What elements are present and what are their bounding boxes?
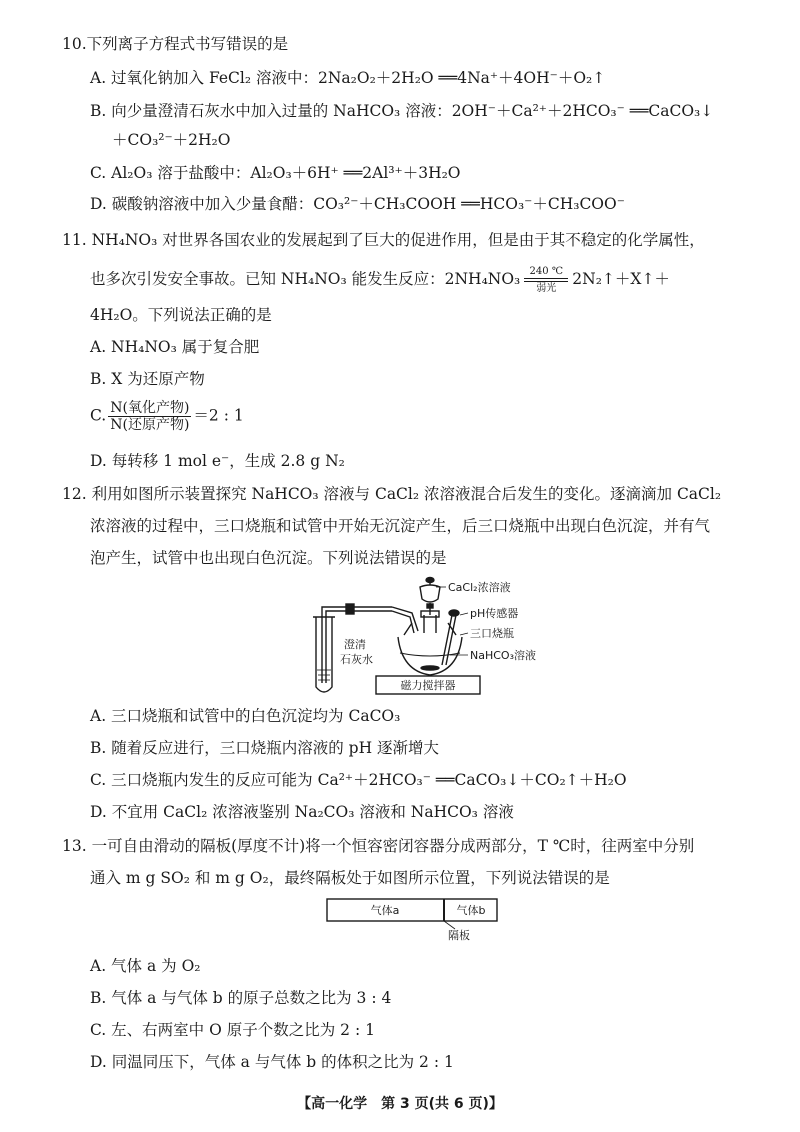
q11-option-b: B. X 为还原产物 xyxy=(90,370,205,388)
q10-option-c: C. Al₂O₃ 溶于盐酸中：Al₂O₃＋6H⁺ ══2Al³⁺＋3H₂O xyxy=(90,164,461,182)
q11-stem-line3: 4H₂O。下列说法正确的是 xyxy=(90,306,272,324)
label-divider: 隔板 xyxy=(448,929,470,942)
q13-option-d: D. 同温同压下，气体 a 与气体 b 的体积之比为 2 : 1 xyxy=(90,1053,454,1071)
q13-option-b: B. 气体 a 与气体 b 的原子总数之比为 3 : 4 xyxy=(90,989,392,1007)
q10-stem: 10.下列离子方程式书写错误的是 xyxy=(62,35,289,53)
q11-fraction-numerator: N(氧化产物) xyxy=(110,400,190,416)
q13-option-c: C. 左、右两室中 O 原子个数之比为 2 : 1 xyxy=(90,1021,375,1039)
q12-option-d: D. 不宜用 CaCl₂ 浓溶液鉴别 Na₂CO₃ 溶液和 NaHCO₃ 溶液 xyxy=(90,803,514,821)
label-limewater-2: 石灰水 xyxy=(340,653,373,666)
separatory-funnel xyxy=(420,578,440,616)
q11-stem-line2 xyxy=(90,266,670,294)
q10-option-b-line1: B. 向少量澄清石灰水中加入过量的 NaHCO₃ 溶液：2OH⁻＋Ca²⁺＋2HCO₃⁻ ══CaCO₃↓ xyxy=(90,102,714,120)
q11-cond-bottom: 弱光 xyxy=(536,283,557,294)
q11-stem-line1: 11. NH₄NO₃ 对世界各国农业的发展起到了巨大的促进作用，但是由于其不稳定的化学属性， xyxy=(62,231,705,249)
label-flask: 三口烧瓶 xyxy=(470,627,514,640)
q12-stem-line1: 12. 利用如图所示装置探究 NaHCO₃ 溶液与 CaCl₂ 浓溶液混合后发生的变化。逐滴滴加 CaCl₂ xyxy=(62,485,722,503)
q11-cond-top: 240 ℃ xyxy=(529,266,563,277)
delivery-tube xyxy=(322,604,418,683)
q10-option-a: A. 过氧化钠加入 FeCl₂ 溶液中：2Na₂O₂＋2H₂O ══4Na⁺＋4OH⁻＋O₂↑ xyxy=(90,69,606,87)
q11-option-d: D. 每转移 1 mol e⁻，生成 2.8 g N₂ xyxy=(90,452,345,470)
q12-stem-line3: 泡产生，试管中也出现白色沉淀。下列说法错误的是 xyxy=(90,549,447,567)
q13-option-a: A. 气体 a 为 O₂ xyxy=(90,957,201,975)
label-cacl2: CaCl₂浓溶液 xyxy=(448,581,511,594)
label-stirrer: 磁力搅拌器 xyxy=(400,679,456,692)
q11-option-c-tail: ＝2 : 1 xyxy=(193,406,244,425)
q11-option-a: A. NH₄NO₃ 属于复合肥 xyxy=(90,338,260,356)
q10-option-b-line2: ＋CO₃²⁻＋2H₂O xyxy=(112,131,231,149)
q11-reaction-arrow xyxy=(524,266,568,294)
q11-option-c xyxy=(90,400,244,433)
q11-fraction-denominator: N(还原产物) xyxy=(110,417,190,433)
label-ph-sensor: pH传感器 xyxy=(470,607,519,620)
q13-container-figure xyxy=(325,895,505,945)
q12-stem-line2: 浓溶液的过程中，三口烧瓶和试管中开始无沉淀产生，后三口烧瓶中出现白色沉淀，并有气 xyxy=(90,517,711,535)
q11-option-c-label: C. xyxy=(90,406,107,425)
label-limewater-1: 澄清 xyxy=(344,638,366,651)
page-footer: 【高一化学 第 3 页(共 6 页)】 xyxy=(297,1096,503,1112)
label-nahco3: NaHCO₃溶液 xyxy=(470,649,536,662)
q11-option-c-fraction xyxy=(108,400,191,433)
q12-option-c: C. 三口烧瓶内发生的反应可能为 Ca²⁺＋2HCO₃⁻ ══CaCO₃↓＋CO₂↑＋H₂O xyxy=(90,771,627,789)
q13-stem-line1: 13. 一可自由滑动的隔板(厚度不计)将一个恒容密闭容器分成两部分，T ℃时，往两室中分别 xyxy=(62,837,695,855)
q12-apparatus-figure xyxy=(300,575,540,700)
label-gas-b: 气体b xyxy=(456,904,486,917)
q13-stem-line2: 通入 m g SO₂ 和 m g O₂，最终隔板处于如图所示位置，下列说法错误的是 xyxy=(90,869,610,887)
test-tube xyxy=(313,617,335,692)
q11-stem-line2-a: 也多次引发安全事故。已知 NH₄NO₃ 能发生反应：2NH₄NO₃ xyxy=(90,270,521,288)
q12-option-b: B. 随着反应进行，三口烧瓶内溶液的 pH 逐渐增大 xyxy=(90,739,440,757)
q12-option-a: A. 三口烧瓶和试管中的白色沉淀均为 CaCO₃ xyxy=(90,707,401,725)
label-gas-a: 气体a xyxy=(370,904,400,917)
three-neck-flask xyxy=(398,611,462,675)
q10-option-d: D. 碳酸钠溶液中加入少量食醋：CO₃²⁻＋CH₃COOH ══HCO₃⁻＋CH₃COO⁻ xyxy=(90,195,625,213)
q11-stem-line2-b: 2N₂↑＋X↑＋ xyxy=(572,270,670,288)
